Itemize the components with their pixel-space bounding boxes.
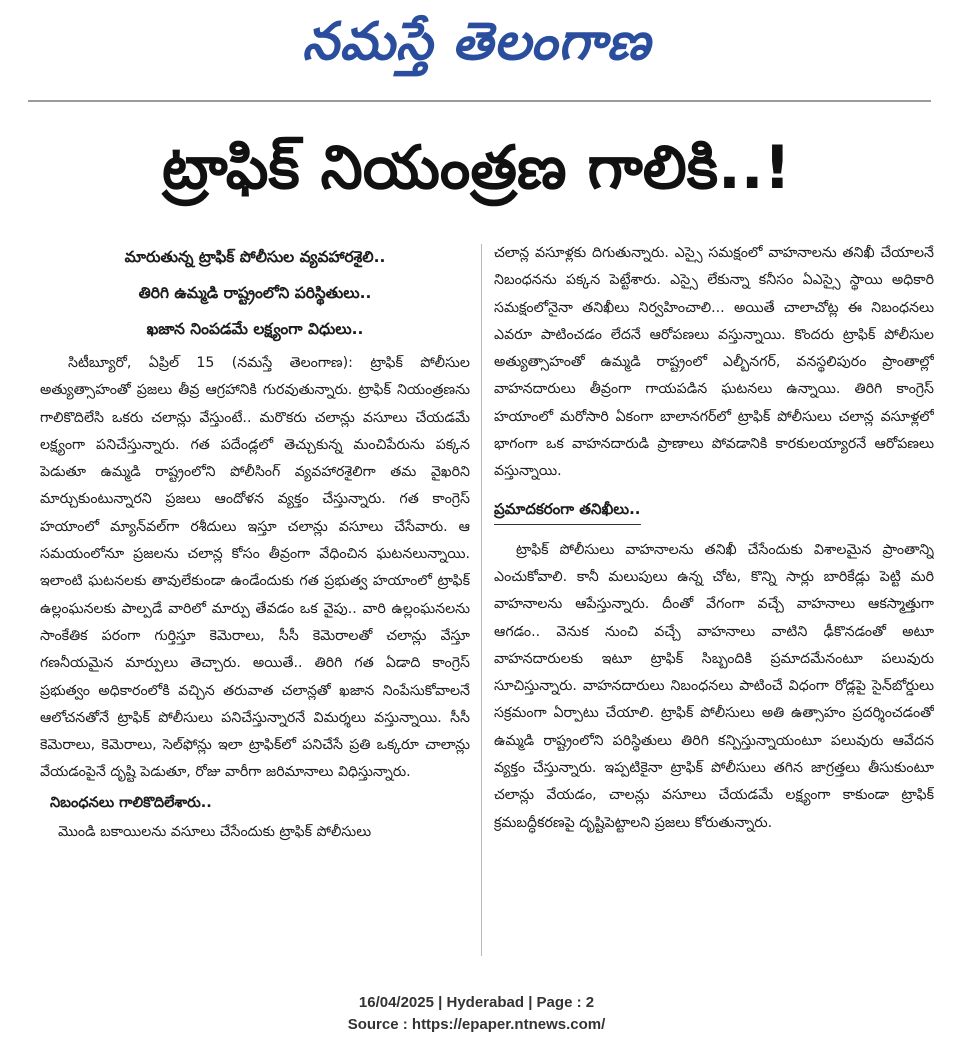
section-heading-rules: నిబంధనలు గాలికొదిలేశారు.. <box>50 794 212 811</box>
article-subhead-3: ఖజాన నింపడమే లక్ష్యంగా విధులు.. <box>146 320 364 338</box>
article-headline: ట్రాఫిక్ నియంత్రణ గాలికి..! <box>162 133 791 203</box>
article-subhead-1: మారుతున్న ట్రాఫిక్ పోలీసుల వ్యవహారశైలి.. <box>124 248 386 266</box>
footer-date-line: 16/04/2025 | Hyderabad | Page : 2 <box>358 994 595 1011</box>
article-paragraph-dangerous-checks: ట్రాఫిక్ పోలీసులు వాహనాలను తనిఖీ చేసేందుకు విశాలమైన ప్రాంతాన్ని ఎంచుకోవాలి. కానీ మలుపులు ఉన్న చోట, కొన్ని సార్లు బారికేడ్లు పెట్టి మరి వాహనాలను ఆపేస్తున్నారు. దీంతో వేగంగా వచ్చే వాహనాలు ఆకస్మాత్తుగా ఆగడం.. వెనుక నుంచి వచ్చే వాహనాలు వాటిని ఢీకొనడంతో అటూ వాహనదారులకు ఇటూ ట్రాఫిక్ సిబ్బందికి ప్రమాదమేనంటూ పలువురు సూచిస్తున్నారు. వాహనదారులు నిబంధనలు పాటించే విధంగా రోడ్లపై సైన్‌బోర్డులు సక్రమంగా ఏర్పాటు చేయాలి. ట్రాఫిక్ పోలీసులు అతి ఉత్సాహం ప్రదర్శించడంతో ఉమ్మడి రాష్ట్రంలోని పరిస్థితులు తిరిగి కన్పిస్తున్నాయంటూ పలువురు ఆవేదన వ్యక్తం చేస్తున్నారు. ఇప్పటికైనా ట్రాఫిక్ పోలీసులు తగిన జాగ్రత్తలు తీసుకుంటూ చలాన్లు వేయడం, చాలన్లు వసూలు చేయడమే లక్ష్యంగా కాకుండా ట్రాఫిక్ క్రమబద్ధీకరణపై దృష్టిపెట్టాలని ప్రజలు కోరుతున్నారు. <box>494 541 934 831</box>
article-column-right <box>494 240 934 960</box>
article-paragraph-intro: సిటీబ్యూరో, ఏప్రిల్ 15 (నమస్తే తెలంగాణ): ట్రాఫిక్ పోలీసుల అత్యుత్సాహంతో ప్రజలు తీవ్ర ఆగ్రహానికి గురవుతున్నారు. ట్రాఫిక్ నియంత్రణను గాలికొదిలేసి ఒకరు చలాన్లు వేస్తుంటే.. మరొకరు చలాన్లు వసూలు చేయడమే లక్ష్యంగా పనిచేస్తున్నారు. గత పదేండ్లలో తెచ్చుకున్న మంచిపేరును పక్కన పెడుతూ ఉమ్మడి రాష్ట్రంలోని పోలీసింగ్ వ్యవహారశైలిగా తమ వైఖరిని మార్చుకుంటున్నారని ప్రజలు ఆందోళన వ్యక్తం చేస్తున్నారు. గత కాంగ్రెస్ హయాంలో మ్యాన్‌వల్‌గా రశీదులు ఇస్తూ చలాన్లు వసూలు చేసేవారు. ఆ సమయంలోనూ ప్రజలను చలాన్ల కోసం తీవ్రంగా వేధించిన ఘటనలున్నాయి. ఇలాంటి ఘటనలకు తావులేకుండా ఉండేందుకు గత ప్రభుత్వ హయాంలో ట్రాఫిక్ ఉల్లంఘనలకు పాల్పడే వారిలో మార్పు తేవడం ఒక వైపు.. వారి ఉల్లంఘనలను సాంకేతిక పరంగా గుర్తిస్తూ కెమెరాలు, సీసీ కెమెరాలతో చలాన్లు వేస్తూ గణనీయమైన మార్పులు తెచ్చారు. అయితే.. తిరిగి గత ఏడాది కాంగ్రెస్ ప్రభుత్వం అధికారంలోకి వచ్చిన తరువాత చలాన్లతో ఖజాన నింపేసుకోవాలనే ఆలోచనతోనే ట్రాఫిక్ పోలీసులు పనిచేస్తున్నారనే విమర్శలు వస్తున్నాయి. సీసీ కెమెరాలు, కెమెరాలు, సెల్‌ఫోన్లు ఇలా ట్రాఫిక్‌లో పనిచేసే ప్రతి ఒక్కరూ చాలాన్లు వేయడంపైనే దృష్టి పెడుతూ, రోజు వారీగా జరిమానాలు విధిస్తున్నారు. <box>40 355 470 781</box>
column-divider <box>481 244 482 956</box>
footer-source-line: Source : https://epaper.ntnews.com/ <box>347 1016 606 1033</box>
masthead-divider <box>28 100 931 102</box>
article-paragraph-continued: చలాన్ల వసూళ్లకు దిగుతున్నారు. ఎస్సై సమక్షంలో వాహనాలను తనిఖీ చేయాలనే నిబంధనను పక్కన పెట్టేశారు. ఎస్సై లేకున్నా కనీసం ఏఎస్సై స్థాయి అధికారి సమక్షంలోనైనా తనిఖీలు నిర్వహించాలి... అయితే చాలాచోట్ల ఈ నిబంధనలు ఎవరూ పాటించడం లేదనే ఆరోపణలు వస్తున్నాయి. కొందరు ట్రాఫిక్ పోలీసుల అత్యుత్సాహంతో ఉమ్మడి రాష్ట్రంలో ఎల్బీనగర్, వనస్థలిపురం ప్రాంతాల్లో వాహనదారులు తీవ్రంగా గాయపడిన ఘటనలు ఉన్నాయి. తిరిగి కాంగ్రెస్ హయాంలో మరోసారి ఏకంగా బాలానగర్‌లో ట్రాఫిక్ పోలీసులు చలాన్ల వసూళ్లలో భాగంగా ఒక వాహనదారుడి ప్రాణాలు పోవడానికి కారకులయ్యారనే ఆరోపణలు వస్తున్నాయి. <box>494 245 934 480</box>
section-heading-dangerous-checks: ప్రమాదకరంగా తనిఖీలు.. <box>494 494 641 525</box>
article-paragraph-rules: మొండి బకాయిలను వసూలు చేసేందుకు ట్రాఫిక్ పోలీసులు <box>58 823 372 840</box>
article-subhead-2: తిరిగి ఉమ్మడి రాష్ట్రంలోని పరిస్థితులు.. <box>138 284 372 302</box>
masthead <box>0 4 953 84</box>
article-column-left <box>40 240 470 960</box>
newspaper-logo: నమస్తే తెలంగాణ <box>302 12 651 72</box>
page-footer <box>0 992 953 1036</box>
